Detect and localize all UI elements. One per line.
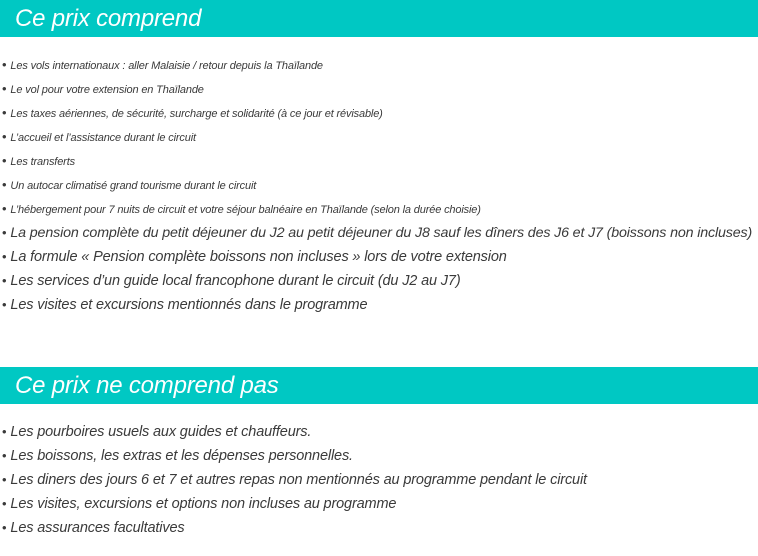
- bullet-icon: •: [2, 177, 7, 192]
- bullet-icon: •: [2, 273, 7, 288]
- section-header-price-includes: [0, 0, 758, 37]
- bullet-icon: •: [2, 520, 7, 535]
- section-title: Ce prix comprend: [15, 5, 202, 32]
- list-item: [0, 492, 587, 516]
- list-item: [0, 269, 752, 293]
- list-item-text: Les visites, excursions et options non incluses au programme: [10, 496, 397, 512]
- list-item: [0, 293, 752, 317]
- list-item-text: Les services d’un guide local francophone durant le circuit (du J2 au J7): [10, 273, 461, 289]
- bullet-icon: •: [2, 57, 7, 72]
- bullet-icon: •: [2, 81, 7, 96]
- list-item: [0, 468, 587, 492]
- bullet-icon: •: [2, 249, 7, 264]
- bullet-icon: •: [2, 496, 7, 511]
- bullet-icon: •: [2, 225, 7, 240]
- list-item: [0, 125, 752, 149]
- list-item-text: Les taxes aériennes, de sécurité, surcharge et solidarité (à ce jour et révisable): [10, 108, 383, 120]
- list-item: [0, 444, 587, 468]
- list-item-text: Les visites et excursions mentionnés dans le programme: [10, 297, 368, 313]
- list-item-text: La formule « Pension complète boissons non incluses » lors de votre extension: [10, 249, 507, 265]
- section-title: Ce prix ne comprend pas: [15, 372, 279, 399]
- list-item: [0, 245, 752, 269]
- list-item: [0, 221, 752, 245]
- bullet-icon: •: [2, 129, 7, 144]
- list-item: [0, 173, 752, 197]
- bullet-icon: •: [2, 201, 7, 216]
- list-item-text: L’hébergement pour 7 nuits de circuit et votre séjour balnéaire en Thaïlande (selon la durée choisie): [10, 204, 481, 216]
- included-items-list: [0, 53, 752, 317]
- list-item-text: Les pourboires usuels aux guides et chauffeurs.: [10, 424, 312, 440]
- list-item-text: Les boissons, les extras et les dépenses personnelles.: [10, 448, 353, 464]
- list-item-text: L’accueil et l’assistance durant le circuit: [10, 132, 196, 144]
- list-item-text: Les vols internationaux : aller Malaisie / retour depuis la Thaïlande: [10, 60, 323, 72]
- list-item: [0, 516, 587, 540]
- list-item: [0, 53, 752, 77]
- bullet-icon: •: [2, 105, 7, 120]
- list-item-text: Un autocar climatisé grand tourisme durant le circuit: [10, 180, 257, 192]
- bullet-icon: •: [2, 448, 7, 463]
- list-item: [0, 420, 587, 444]
- section-header-price-excludes: [0, 367, 758, 404]
- list-item-text: Les assurances facultatives: [10, 520, 185, 536]
- list-item: [0, 197, 752, 221]
- list-item-text: Les transferts: [10, 156, 75, 168]
- list-item: [0, 149, 752, 173]
- list-item-text: Les diners des jours 6 et 7 et autres repas non mentionnés au programme pendant le circuit: [10, 472, 587, 488]
- bullet-icon: •: [2, 472, 7, 487]
- bullet-icon: •: [2, 153, 7, 168]
- list-item: [0, 77, 752, 101]
- bullet-icon: •: [2, 424, 7, 439]
- list-item: [0, 101, 752, 125]
- list-item-text: La pension complète du petit déjeuner du J2 au petit déjeuner du J8 sauf les dîners des J6 et J7 (boissons non incluses): [10, 225, 753, 241]
- excluded-items-list: [0, 420, 587, 540]
- bullet-icon: •: [2, 297, 7, 312]
- list-item-text: Le vol pour votre extension en Thaïlande: [10, 84, 204, 96]
